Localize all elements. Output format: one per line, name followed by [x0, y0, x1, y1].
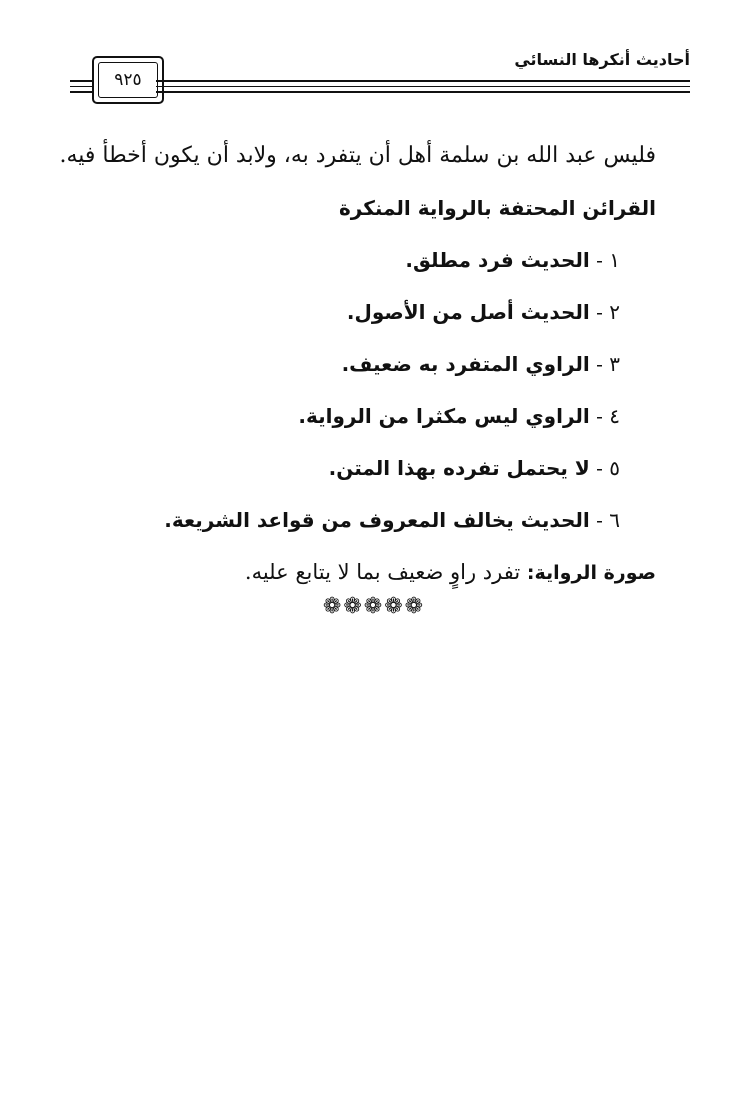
list-number: ١	[609, 248, 620, 272]
list-number: ٦	[609, 508, 620, 532]
intro-line: فليس عبد الله بن سلمة أهل أن يتفرد به، ولابد أن يكون أخطأ فيه.	[59, 143, 656, 168]
list-item	[74, 390, 656, 442]
list-item	[74, 234, 656, 286]
running-title: أحاديث أنكرها النسائي	[514, 50, 690, 69]
list-dash: -	[589, 300, 610, 324]
list-dash: -	[589, 248, 610, 272]
list-item	[74, 442, 656, 494]
list-dash: -	[589, 456, 610, 480]
list-text: الراوي ليس مكثرا من الرواية.	[298, 404, 590, 428]
list-number: ٣	[609, 352, 620, 376]
list-number: ٢	[609, 300, 620, 324]
section-heading: القرائن المحتفة بالرواية المنكرة	[338, 196, 656, 220]
list-dash: -	[589, 404, 610, 428]
page-header	[70, 42, 690, 112]
list-text: الحديث فرد مطلق.	[405, 248, 590, 272]
list-text: الحديث أصل من الأصول.	[346, 300, 590, 324]
header-rule	[70, 86, 92, 87]
list-item	[74, 494, 656, 546]
header-rule	[70, 80, 92, 82]
header-rule	[156, 91, 690, 93]
list-text: الحديث يخالف المعروف من قواعد الشريعة.	[164, 508, 590, 532]
list-dash: -	[589, 352, 610, 376]
list-text: الراوي المتفرد به ضعيف.	[341, 352, 590, 376]
list-number: ٥	[609, 456, 620, 480]
narration-form-line	[74, 546, 656, 598]
list-number: ٤	[609, 404, 620, 428]
header-rule	[70, 91, 92, 93]
ornament-divider-icon: ❁❁❁❁❁	[322, 594, 426, 619]
list-text: لا يحتمل تفرده بهذا المتن.	[328, 456, 590, 480]
header-rule	[156, 80, 690, 82]
narration-form-label: صورة الرواية:	[526, 562, 656, 584]
page-number-frame	[92, 56, 164, 104]
narration-form-text: تفرد راوٍ ضعيف بما لا يتابع عليه.	[244, 560, 521, 584]
list-dash: -	[589, 508, 610, 532]
list-item	[74, 338, 656, 390]
header-rule	[156, 86, 690, 87]
page-body	[59, 130, 656, 598]
page-number: ٩٢٥	[98, 62, 158, 98]
list-item	[74, 286, 656, 338]
